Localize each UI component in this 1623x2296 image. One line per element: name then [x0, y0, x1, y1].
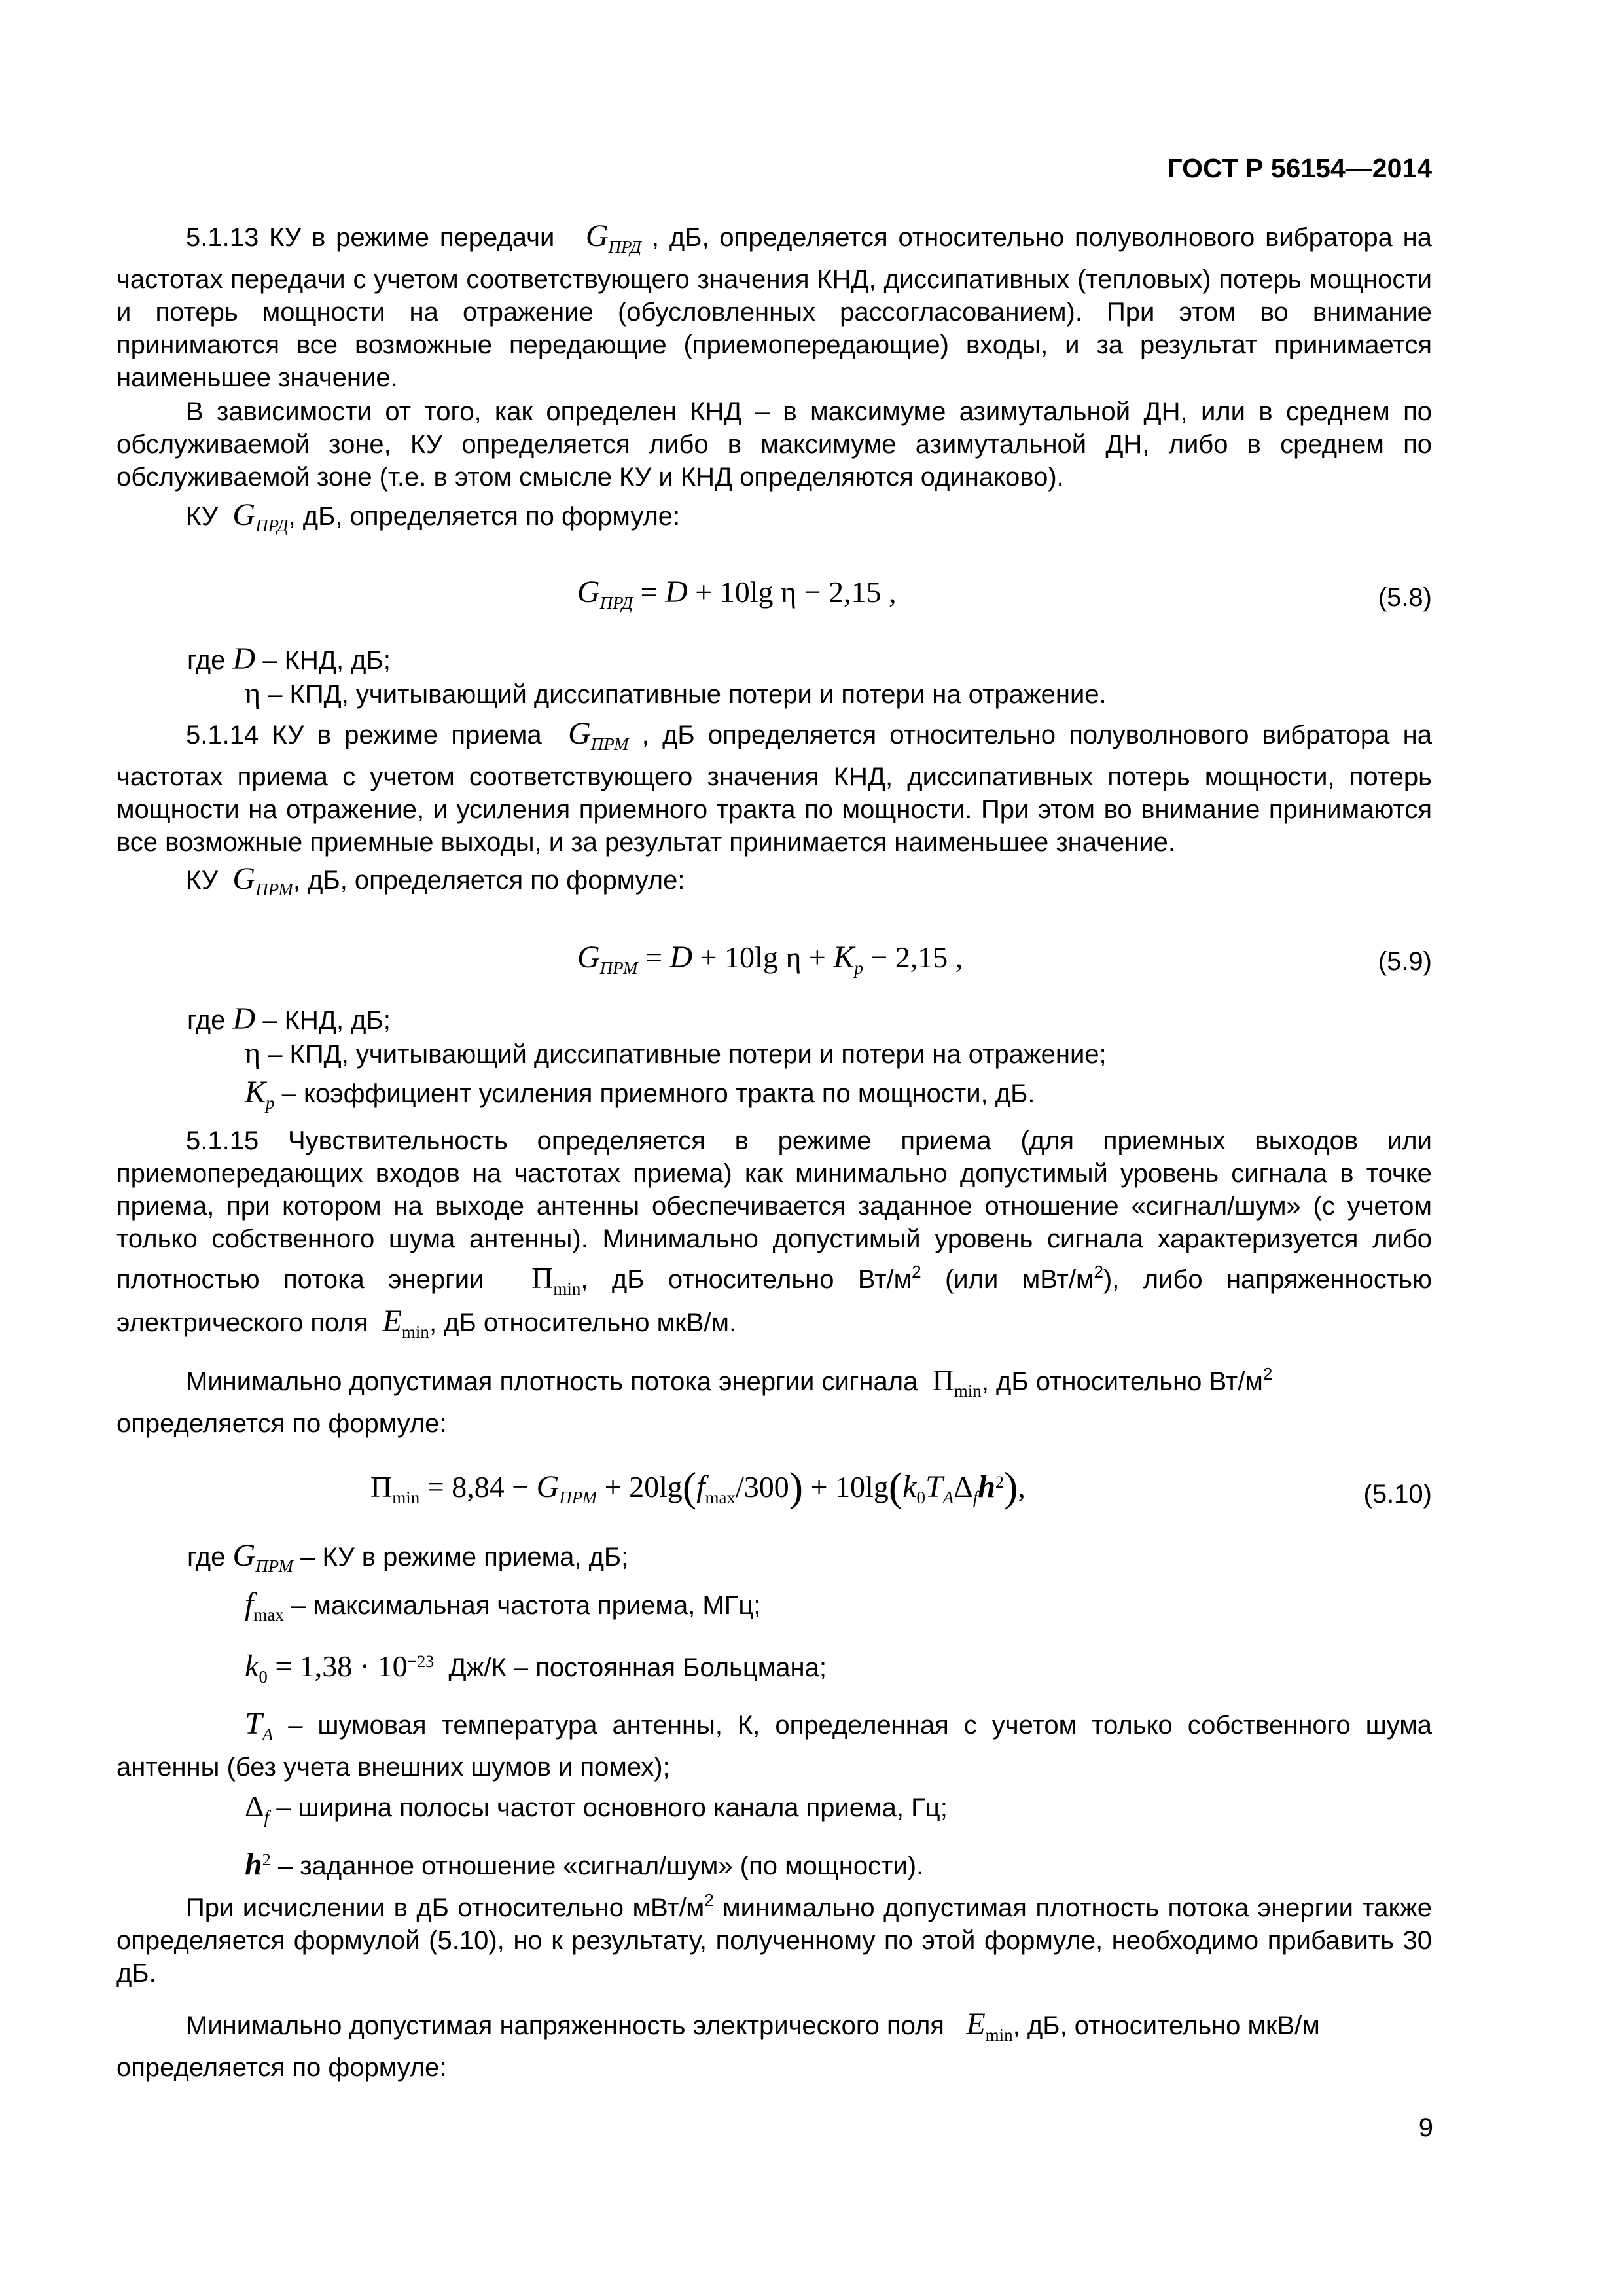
g-subscript: ПРМ [255, 1556, 293, 1576]
eq-10lg: + 10lg [803, 1470, 889, 1503]
equation-number: (5.10) [1363, 1480, 1432, 1509]
where-eta-line [116, 677, 1432, 711]
eq-equals: = [633, 575, 666, 609]
d-definition: – КНД, дБ; [262, 646, 391, 675]
equation-5-10 [116, 1440, 1432, 1539]
where-g-line [116, 1539, 1432, 1583]
unit-text: , дБ относительно Вт/м [981, 1367, 1263, 1396]
ku-label: КУ [186, 866, 219, 895]
k-value: = 1,38 · 10 [267, 1649, 408, 1683]
k-exponent: −23 [407, 1652, 435, 1671]
k-definition: Дж/К – постоянная Больцмана; [448, 1653, 827, 1682]
where-k-line [116, 1645, 1432, 1693]
where-delta-line [116, 1790, 1432, 1833]
clause-body: определяется относительно полуволнового вибратора на частотах приема с учетом соответствующего значения КНД, диссипативных потерь мощности, потерь мощности на отражение, и усиления приемного тракта по мощности. При этом во внимание принимаются все возможные приемные выходы, и за результат принимается наименьшее значение. [116, 721, 1432, 857]
where-k-line [116, 1076, 1432, 1119]
eq-d-symbol: D [669, 940, 693, 975]
eq-gain-symbol: G [577, 940, 600, 975]
eq-gain-symbol: G [536, 1469, 560, 1504]
clause-lead: 5.1.14 КУ в режиме приема [186, 721, 542, 749]
t-definition: – шумовая температура антенны, К, определенная с учетом только собственного шума антенны (без учета внешних шумов и помех); [116, 1711, 1433, 1782]
delta-symbol: Δ [245, 1789, 264, 1823]
e-symbol: E [382, 1304, 402, 1338]
unit-text: , дБ, [651, 223, 709, 252]
paragraph-min-flux [116, 1357, 1432, 1407]
eq-20lg: + 20lg [597, 1470, 683, 1503]
eq-k-symbol: k [902, 1469, 917, 1504]
eq-equals: = [637, 941, 670, 974]
eq-const: = 8,84 − [419, 1470, 537, 1503]
unit-text: (или мВт/м [921, 1265, 1094, 1294]
sensitivity-text: 5.1.15 Чувствительность определяется в режиме приема (для приемных выходов или приемопередающих входов на частотах приема) как минимально допустимый уровень сигнала в точке приема, при котором на выходе антенны обеспечивается заданное отношение «сигнал/шум» (с учетом только собственного шума антенны). Минимально допустимый уровень сигнала характеризуется либо плотностью потока энергии [116, 1126, 1432, 1294]
where-d-line [116, 643, 1432, 677]
paragraph-min-field [116, 2008, 1432, 2051]
paragraph-knd-dependence: В зависимости от того, как определен КНД – в максимуме азимутальной ДН, или в среднем по обслуживаемой зоне, КУ определяется либо в максимуме азимутальной ДН, либо в среднем по обслуживаемой зоне (т.е. в этом смысле КУ и КНД определяются одинаково). [116, 397, 1432, 492]
eq-gain-subscript: ПРД [599, 593, 633, 613]
open-paren: ( [682, 1463, 697, 1510]
equation-number: (5.9) [1378, 947, 1432, 976]
eq-delta-symbol: Δ [954, 1470, 973, 1503]
eq-gain-subscript: ПРМ [559, 1488, 597, 1507]
gain-rx-symbol: G [232, 861, 256, 896]
paragraph-5-1-13 [116, 220, 1432, 394]
ku-label: КУ [186, 502, 219, 531]
pi-symbol: Π [932, 1363, 954, 1397]
unit-text: , дБ относительно Вт/м [580, 1265, 912, 1294]
eta-symbol: η [245, 1036, 261, 1069]
paragraph-ku-tx-formula-intro [116, 499, 1432, 542]
g-definition: – КУ в режиме приема, дБ; [300, 1543, 629, 1571]
field-text: ), либо напряженностью электрического поля [116, 1265, 1433, 1337]
superscript: 2 [912, 1262, 921, 1282]
equation-5-8 [116, 542, 1432, 640]
gain-tx-symbol: G [232, 497, 256, 532]
d-symbol: D [232, 641, 256, 676]
eta-definition: – КПД, учитывающий диссипативные потери и потери на отражение; [268, 1040, 1107, 1069]
h-definition: – заданное отношение «сигнал/шум» (по мощности). [277, 1852, 924, 1880]
eq-rhs: + 10lg η + [692, 941, 834, 974]
document-header: ГОСТ Р 56154—2014 [1167, 153, 1432, 183]
k-symbol: K [245, 1075, 266, 1109]
pi-subscript: min [954, 1381, 982, 1401]
eq-k-subscript: 0 [916, 1488, 925, 1507]
min-field-text: Минимально допустимая напряженность электрического поля [186, 2011, 944, 2040]
page-content [116, 220, 1432, 2084]
min-flux-text: Минимально допустимая плотность потока энергии сигнала [186, 1367, 918, 1396]
where-label: где [187, 1006, 226, 1035]
eq-k-symbol: K [833, 940, 855, 975]
gain-rx-subscript: ПРМ [255, 880, 293, 899]
gain-tx-symbol: G [585, 219, 609, 253]
f-symbol: f [245, 1587, 254, 1621]
gain-tx-subscript: ПРД [255, 516, 289, 535]
mw-note-text: При исчислении в дБ относительно мВт/м [186, 1893, 705, 1922]
eq-d-symbol: D [665, 575, 688, 609]
where-d-line [116, 1003, 1432, 1037]
formula-intro-text: , дБ, определяется по формуле: [288, 502, 681, 531]
eq-h-symbol: h [978, 1469, 995, 1504]
k-subscript: p [266, 1093, 275, 1113]
pi-symbol: Π [531, 1261, 554, 1295]
eq-div-300: /300 [736, 1470, 789, 1503]
eq-f-symbol: f [696, 1469, 705, 1504]
g-symbol: G [232, 1538, 256, 1573]
eq-gain-subscript: ПРМ [599, 958, 638, 978]
eq-rhs: + 10lg η − 2,15 , [687, 575, 897, 609]
equation-5-9 [116, 906, 1432, 1003]
eq-t-subscript: A [942, 1488, 954, 1507]
paragraph-5-1-14 [116, 717, 1432, 859]
close-paren: ) [789, 1463, 804, 1510]
e-subscript: min [985, 2025, 1013, 2045]
delta-definition: – ширина полосы частот основного канала приема, Гц; [276, 1793, 948, 1822]
d-definition: – КНД, дБ; [262, 1006, 391, 1035]
mw-note-text-cont: минимально допустимая плотность потока энергии также определяется формулой (5.10), но к результату, полученному по этой формуле, необходимо прибавить 30 дБ. [116, 1893, 1432, 1988]
superscript: 2 [704, 1890, 714, 1910]
paragraph-5-1-15 [116, 1124, 1432, 1348]
e-subscript: min [401, 1322, 429, 1342]
k-definition: – коэффициент усиления приемного тракта по мощности, дБ. [281, 1079, 1035, 1108]
eq-end: , [1018, 1470, 1026, 1503]
eq-h-superscript: 2 [995, 1473, 1004, 1492]
eq-gain-symbol: G [577, 575, 600, 609]
gain-tx-subscript: ПРД [608, 237, 642, 257]
where-eta-line [116, 1037, 1432, 1071]
close-paren: ) [1003, 1463, 1018, 1510]
superscript: 2 [1094, 1262, 1103, 1282]
page-number: 9 [1418, 2113, 1433, 2142]
eq-delta-subscript: f [972, 1488, 978, 1507]
superscript: 2 [1262, 1364, 1273, 1384]
unit-text: , дБ [641, 721, 695, 749]
where-f-line [116, 1588, 1432, 1631]
eta-definition: – КПД, учитывающий диссипативные потери и потери на отражение. [268, 680, 1107, 709]
f-subscript: max [253, 1605, 284, 1624]
paragraph-mw-note [116, 1884, 1432, 1990]
clause-lead: 5.1.13 КУ в режиме передачи [186, 223, 555, 252]
paragraph-min-field-cont: определяется по формуле: [116, 2053, 447, 2082]
where-h-line [116, 1844, 1432, 1882]
clause-body: определяется относительно полуволнового вибратора на частотах передачи с учетом соответствующего значения КНД, диссипативных (тепловых) потерь мощности и потерь мощности на отражение (обусловленных рассогласованием). При этом во внимание принимаются все возможные передающие (приемопередающие) входы, и за результат принимается наименьшее значение. [116, 223, 1432, 392]
unit-text: , дБ, относительно мкВ/м [1012, 2011, 1320, 2040]
e-symbol: E [966, 2007, 986, 2041]
unit-text: , дБ относительно мкВ/м. [429, 1308, 737, 1337]
eq-t-symbol: T [925, 1469, 943, 1504]
f-definition: – максимальная частота приема, МГц; [291, 1591, 761, 1620]
pi-subscript: min [553, 1279, 581, 1299]
eq-pi-symbol: Π [370, 1470, 393, 1503]
eta-symbol: η [245, 676, 261, 709]
k-subscript: 0 [259, 1667, 268, 1687]
t-subscript: A [262, 1725, 274, 1744]
where-label: где [187, 646, 226, 675]
eq-rhs-end: − 2,15 , [863, 941, 963, 974]
eq-k-subscript: p [854, 958, 863, 978]
t-symbol: T [245, 1706, 262, 1741]
k-symbol: k [245, 1649, 259, 1683]
h-symbol: h [245, 1847, 262, 1882]
delta-subscript: f [264, 1807, 270, 1827]
paragraph-ku-rx-formula-intro [116, 863, 1432, 906]
equation-number: (5.8) [1378, 583, 1432, 612]
formula-intro-text: , дБ, определяется по формуле: [293, 866, 685, 895]
eq-pi-subscript: min [392, 1488, 420, 1507]
eq-f-subscript: max [705, 1488, 736, 1507]
paragraph-min-flux-cont: определяется по формуле: [116, 1409, 447, 1438]
where-t-line [116, 1708, 1432, 1784]
gain-rx-symbol: G [568, 716, 591, 751]
gain-rx-subscript: ПРМ [590, 734, 629, 754]
where-label: где [187, 1543, 226, 1571]
h-superscript: 2 [262, 1850, 271, 1869]
open-paren: ( [888, 1463, 903, 1510]
d-symbol: D [232, 1001, 256, 1036]
